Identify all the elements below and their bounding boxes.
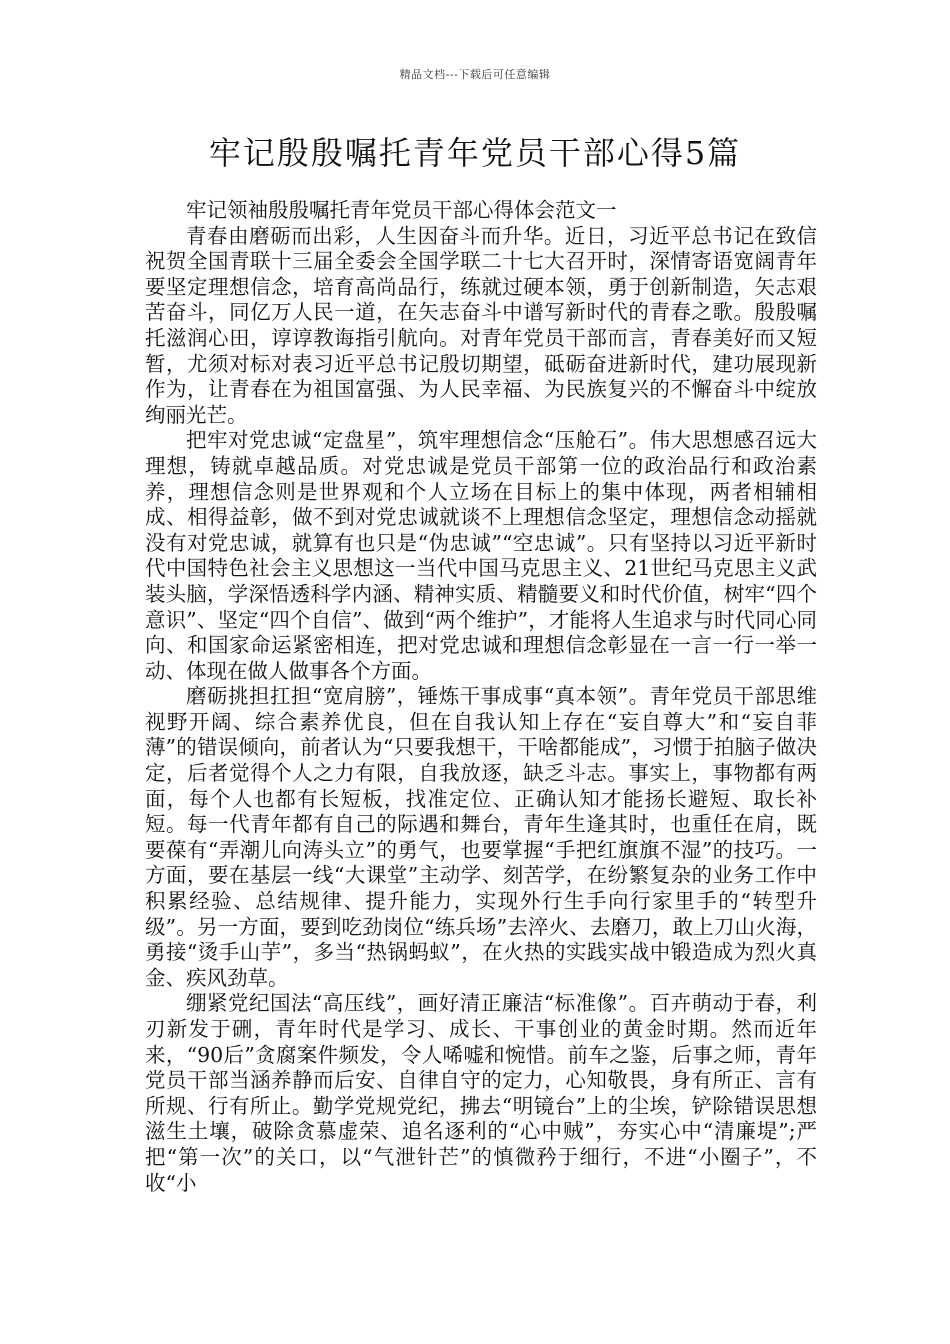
page-header-note: 精品文档---下载后可任意编辑 — [399, 68, 551, 81]
document-title: 牢记殷殷嘱托青年党员干部心得5篇 — [208, 134, 742, 172]
paragraph: 把牢对党忠诚“定盘星”，筑牢理想信念“压舱石”。伟大思想感召远大理想，铸就卓越品质。对党忠诚是党员干部第一位的政治品行和政治素养，理想信念则是世界观和个人立场在目标上的集中体现，两者相辅相成、相得益彰，做不到对党忠诚就谈不上理想信念坚定，理想信念动摇就没有对党忠诚，就算有也只是“伪忠诚”“空忠诚”。只有坚持以习近平新时代中国特色社会主义思想这一当代中国马克思主义、21世纪马克思主义武装头脑，学深悟透科学内涵、精神实质、精髓要义和时代价值，树牢“四个意识”、坚定“四个自信”、做到“两个维护”，才能将人生追求与时代同心同向、和国家命运紧密相连，把对党忠诚和理想信念彰显在一言一行一举一动、体现在做人做事各个方面。 — [145, 428, 817, 683]
document-subtitle: 牢记领袖殷殷嘱托青年党员干部心得体会范文一 — [186, 198, 617, 222]
paragraph: 磨砺挑担扛担“宽肩膀”，锤炼干事成事“真本领”。青年党员干部思维视野开阔、综合素养优良，但在自我认知上存在“妄自尊大”和“妄自菲薄”的错误倾向，前者认为“只要我想干，干啥都能成”，习惯于拍脑子做决定，后者觉得个人之力有限，自我放逐，缺乏斗志。事实上，事物都有两面，每个人也都有长短板，找准定位、正确认知才能扬长避短、取长补短。每一代青年都有自己的际遇和舞台，青年生逢其时，也重任在肩，既要葆有“弄潮儿向涛头立”的勇气，也要掌握“手把红旗旗不湿”的技巧。一方面，要在基层一线“大课堂”主动学、刻苦学，在纷繁复杂的业务工作中积累经验、总结规律、提升能力，实现外行生手向行家里手的“转型升级”。另一方面，要到吃劲岗位“练兵场”去淬火、去磨刀，敢上刀山火海，勇接“烫手山芋”，多当“热锅蚂蚁”，在火热的实践实战中锻造成为烈火真金、疾风劲草。 — [145, 684, 817, 990]
paragraph: 青春由磨砺而出彩，人生因奋斗而升华。近日，习近平总书记在致信祝贺全国青联十三届全委会全国学联二十七大召开时，深情寄语宽阔青年要坚定理想信念，培育高尚品行，练就过硬本领，勇于创新制造，矢志艰苦奋斗，同亿万人民一道，在矢志奋斗中谱写新时代的青春之歌。殷殷嘱托滋润心田，谆谆教诲指引航向。对青年党员干部而言，青春美好而又短暂，尤须对标对表习近平总书记殷切期望，砥砺奋进新时代，建功展现新作为，让青春在为祖国富强、为人民幸福、为民族复兴的不懈奋斗中绽放绚丽光芒。 — [145, 223, 817, 427]
paragraph: 绷紧党纪国法“高压线”，画好清正廉洁“标准像”。百卉萌动于春，利刃新发于硎，青年时代是学习、成长、干事创业的黄金时期。然而近年来，“90后”贪腐案件频发，令人唏嘘和惋惜。前车之鉴，后事之师，青年党员干部当涵养静而后安、自律自守的定力，心知敬畏，身有所正、言有所规、行有所止。勤学党规党纪，拂去“明镜台”上的尘埃，铲除错误思想滋生土壤，破除贪慕虚荣、追名逐利的“心中贼”，夯实心中“清廉堤”;严把“第一次”的关口，以“气泄针芒”的慎微矜于细行，不进“小圈子”，不收“小 — [145, 991, 817, 1195]
document-body — [145, 198, 817, 1196]
